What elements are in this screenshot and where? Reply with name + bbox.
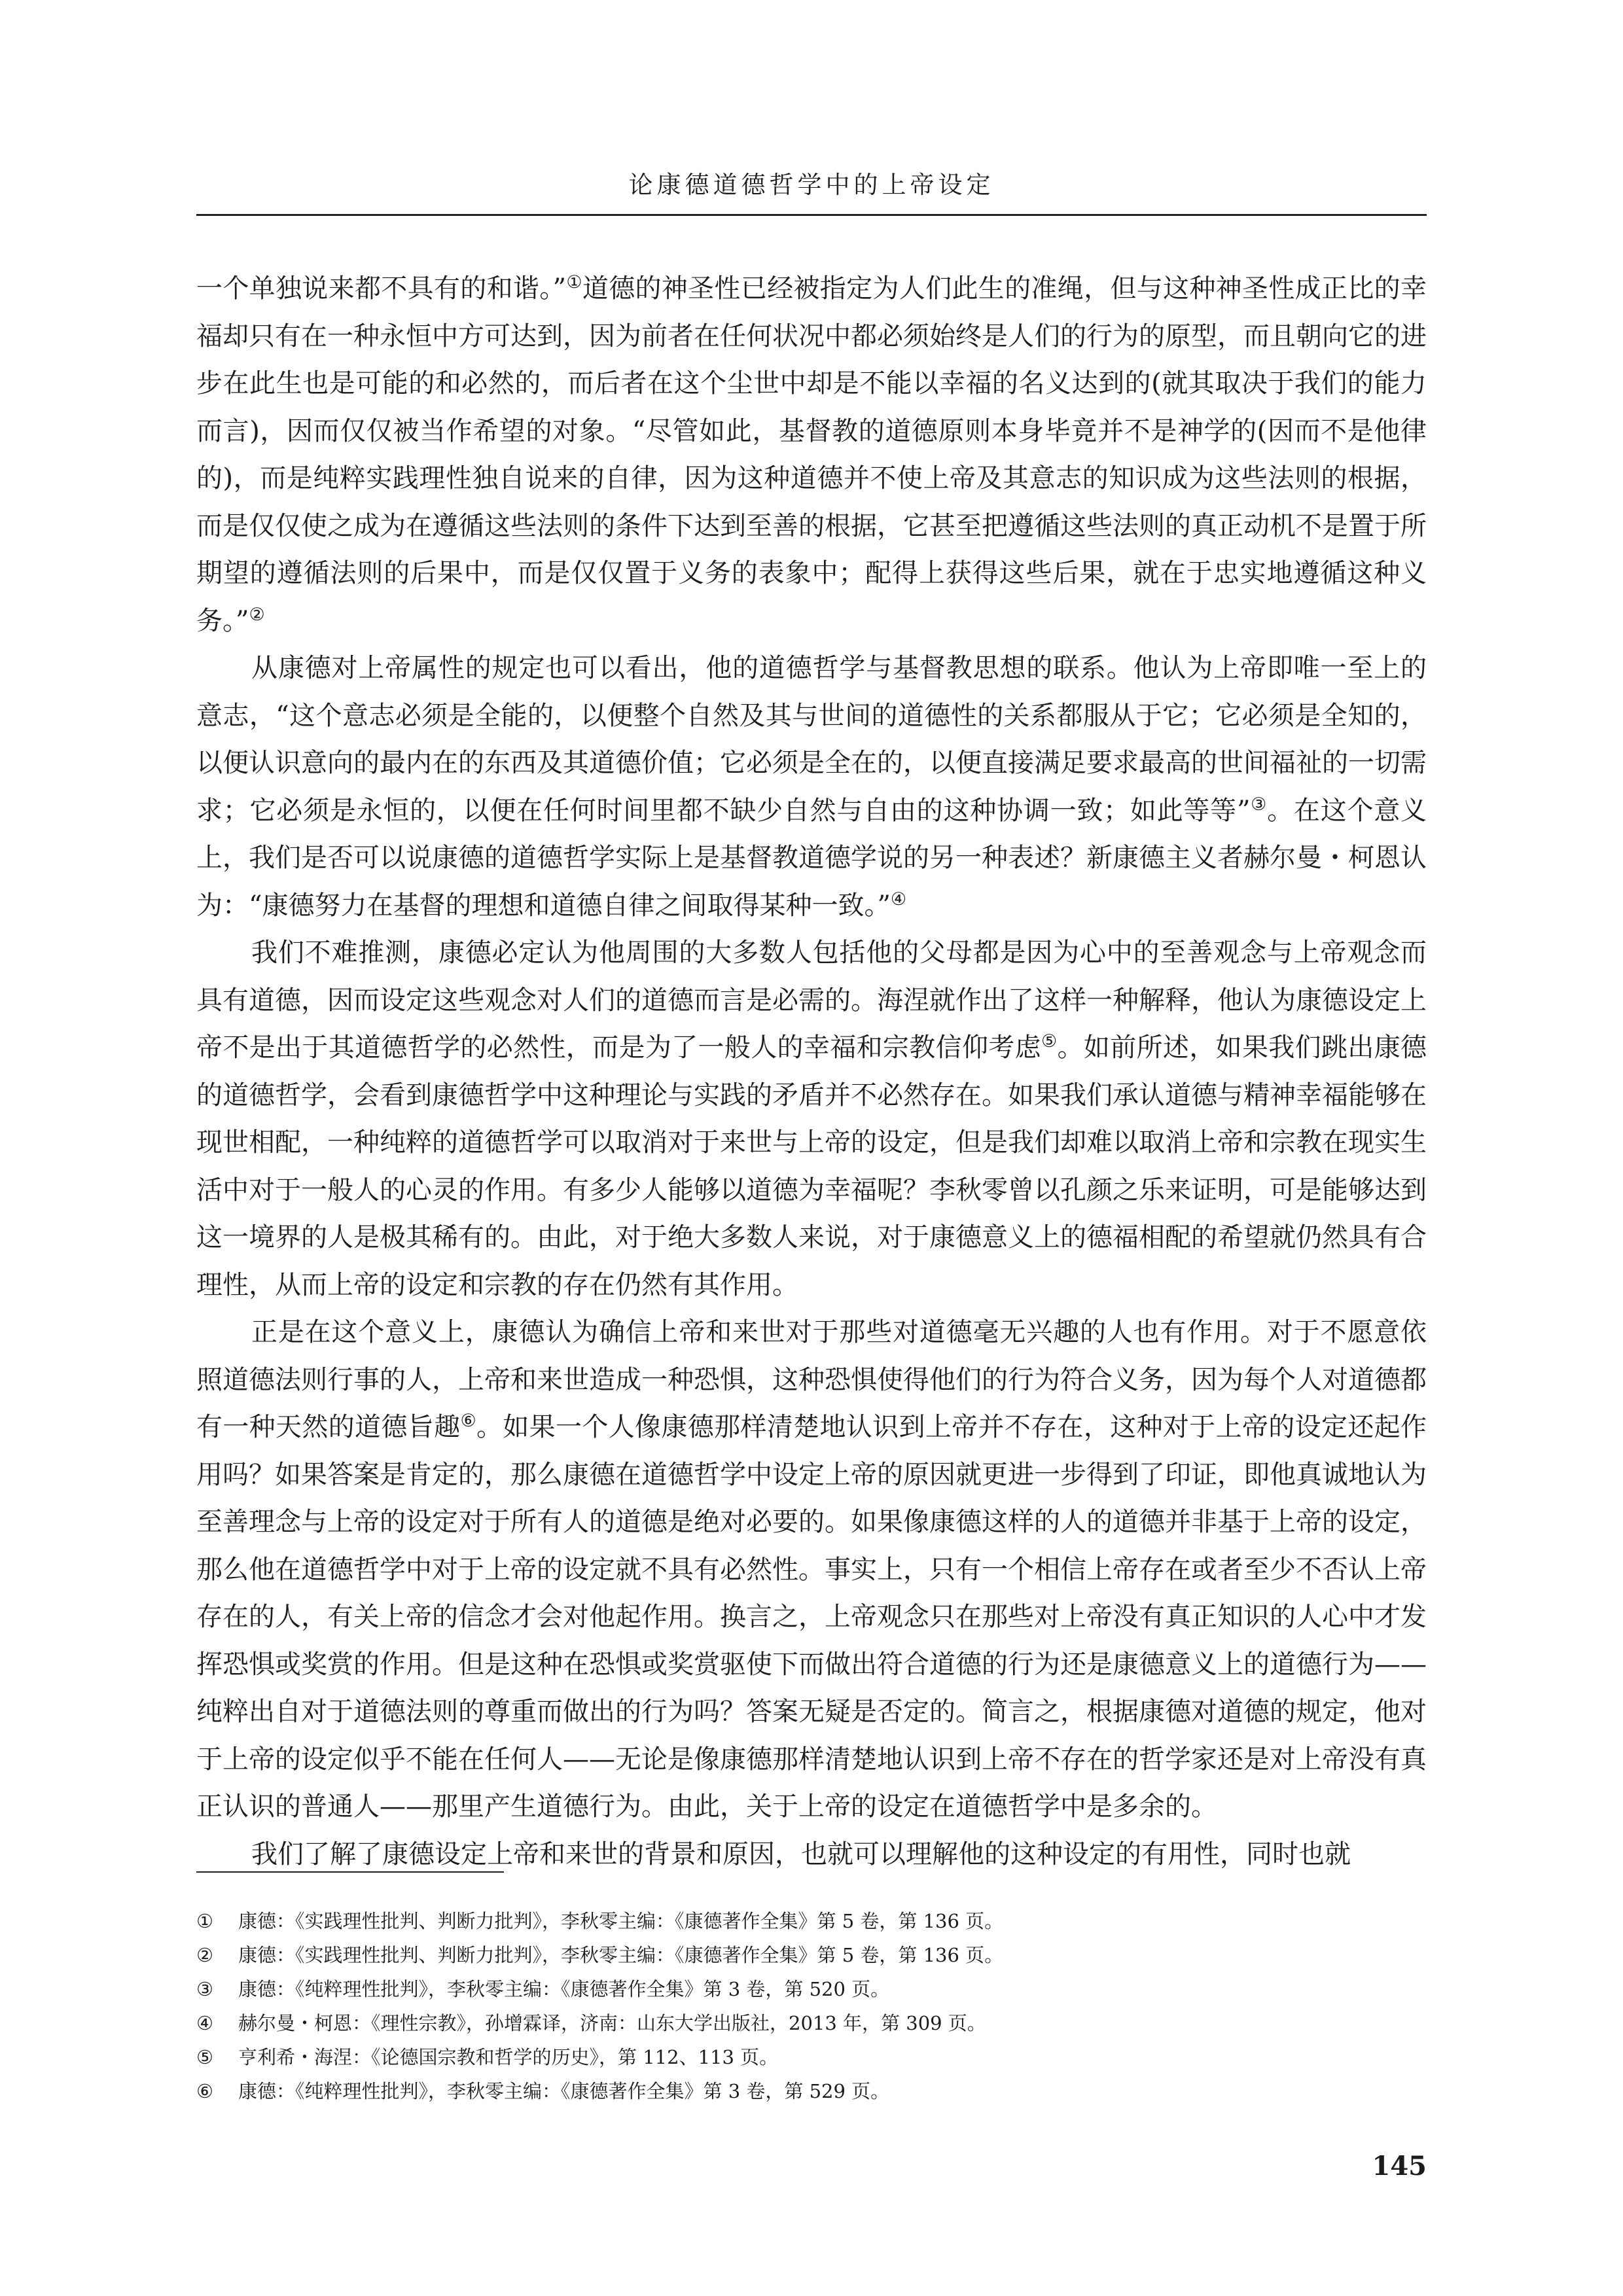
- paragraph-2-text-a: 从康德对上帝属性的规定也可以看出，他的道德哲学与基督教思想的联系。他认为上帝即唯一至上的意志，“这个意志必须是全能的，以便整个自然及其与世间的道德性的关系都服从于它；它必须是全知的，以便认识意向的最内在的东西及其道德价值；它必须是全在的，以便直接满足要求最高的世间福祉的一切需求；它必须是永恒的，以便在任何时间里都不缺少自然与自由的这种协调一致；如此等等”: [196, 653, 1427, 826]
- page-number: 145: [1372, 2151, 1427, 2181]
- footnote-mark: ②: [196, 1944, 213, 1966]
- paragraph-1-text-b: 道德的神圣性已经被指定为人们此生的准绳，但与这种神圣性成正比的幸福却只有在一种永恒中方可达到，因为前者在任何状况中都必须始终是人们的行为的原型，而且朝向它的进步在此生也是可能的和必然的，而后者在这个尘世中却是不能以幸福的名义达到的(就其取决于我们的能力而言)，因而仅仅被当作希望的对象。“尽管如此，基督教的道德原则本身毕竟并不是神学的(因而不是他律的)，而是纯粹实践理性独自说来的自律，因为这种道德并不使上帝及其意志的知识成为这些法则的根据，而是仅仅使之成为在遵循这些法则的条件下达到至善的根据，它甚至把遵循这些法则的真正动机不是置于所期望的遵循法则的后果中，而是仅仅置于义务的表象中；配得上获得这些后果，就在于忠实地遵循这种义务。”: [196, 274, 1427, 636]
- footnote-5: [196, 2040, 1427, 2074]
- footnote-text: 亨利希・海涅：《论德国宗教和哲学的历史》，第 112、113 页。: [238, 2046, 779, 2068]
- paragraph-3-text-b: 。如前所述，如果我们跳出康德的道德哲学，会看到康德哲学中这种理论与实践的矛盾并不必然存在。如果我们承认道德与精神幸福能够在现世相配，一种纯粹的道德哲学可以取消对于来世与上帝的设定，但是我们却难以取消上帝和宗教在现实生活中对于一般人的心灵的作用。有多少人能够以道德为幸福呢？李秋零曾以孔颜之乐来证明，可是能够达到这一境界的人是极其稀有的。由此，对于绝大多数人来说，对于康德意义上的德福相配的希望就仍然具有合理性，从而上帝的设定和宗教的存在仍然有其作用。: [196, 1033, 1427, 1300]
- footnote-mark: ④: [196, 2012, 213, 2034]
- footnote-text: 赫尔曼・柯恩：《理性宗教》，孙增霖译，济南：山东大学出版社，2013 年，第 309 页。: [238, 2012, 986, 2034]
- footnote-text: 康德：《纯粹理性批判》，李秋零主编：《康德著作全集》第 3 卷，第 520 页。: [238, 1978, 890, 2000]
- footnote-ref-6[interactable]: ⑥: [460, 1411, 476, 1431]
- footnote-mark: ③: [196, 1978, 213, 2000]
- paragraph-4: [196, 1309, 1427, 1831]
- footnote-text: 康德：《纯粹理性批判》，李秋零主编：《康德著作全集》第 3 卷，第 529 页。: [238, 2080, 890, 2102]
- footnote-text: 康德：《实践理性批判、判断力批判》，李秋零主编：《康德著作全集》第 5 卷，第 136 页。: [238, 1910, 1004, 1932]
- footnote-2: [196, 1938, 1427, 1972]
- body-text: [196, 265, 1427, 1878]
- footnote-4: [196, 2006, 1427, 2040]
- footnote-separator: [196, 1871, 504, 1873]
- footnote-mark: ⑥: [196, 2080, 213, 2102]
- footnotes: [196, 1904, 1427, 2108]
- footnote-ref-1[interactable]: ①: [566, 272, 582, 292]
- paragraph-1-text-a: 一个单独说来都不具有的和谐。”: [196, 274, 567, 304]
- footnote-mark: ①: [196, 1910, 213, 1932]
- footnote-1: [196, 1904, 1427, 1938]
- header-rule: [196, 214, 1427, 216]
- paragraph-2-text-b: 。在这个意义上，我们是否可以说康德的道德哲学实际上是基督教道德学说的另一种表述？新康德主义者赫尔曼・柯恩认为：“康德努力在基督的理想和道德自律之间取得某种一致。”: [196, 795, 1427, 921]
- paragraph-3: [196, 929, 1427, 1309]
- footnote-ref-5[interactable]: ⑤: [1041, 1031, 1058, 1051]
- footnote-6: [196, 2074, 1427, 2108]
- footnote-ref-2[interactable]: ②: [249, 604, 265, 625]
- footnote-3: [196, 1972, 1427, 2006]
- footnote-ref-3[interactable]: ③: [1250, 794, 1268, 815]
- paragraph-5-text-a: 我们了解了康德设定上帝和来世的背景和原因，也就可以理解他的这种设定的有用性，同时也就: [251, 1839, 1351, 1869]
- paragraph-1: [196, 265, 1427, 645]
- paragraph-3-text-a: 我们不难推测，康德必定认为他周围的大多数人包括他的父母都是因为心中的至善观念与上帝观念而具有道德，因而设定这些观念对人们的道德而言是必需的。海涅就作出了这样一种解释，他认为康德设定上帝不是出于其道德哲学的必然性，而是为了一般人的幸福和宗教信仰考虑: [196, 938, 1427, 1063]
- footnote-ref-4[interactable]: ④: [890, 889, 907, 910]
- footnote-mark: ⑤: [196, 2046, 213, 2068]
- running-head: 论康德道德哲学中的上帝设定: [628, 171, 995, 199]
- paragraph-2: [196, 645, 1427, 929]
- paragraph-4-text-a: 正是在这个意义上，康德认为确信上帝和来世对于那些对道德毫无兴趣的人也有作用。对于不愿意依照道德法则行事的人，上帝和来世造成一种恐惧，这种恐惧使得他们的行为符合义务，因为每个人对道德都有一种天然的道德旨趣: [196, 1317, 1427, 1442]
- footnote-text: 康德：《实践理性批判、判断力批判》，李秋零主编：《康德著作全集》第 5 卷，第 136 页。: [238, 1944, 1004, 1966]
- paragraph-4-text-b: 。如果一个人像康德那样清楚地认识到上帝并不存在，这种对于上帝的设定还起作用吗？如果答案是肯定的，那么康德在道德哲学中设定上帝的原因就更进一步得到了印证，即他真诚地认为至善理念与上帝的设定对于所有人的道德是绝对必要的。如果像康德这样的人的道德并非基于上帝的设定，那么他在道德哲学中对于上帝的设定就不具有必然性。事实上，只有一个相信上帝存在或者至少不否认上帝存在的人，有关上帝的信念才会对他起作用。换言之，上帝观念只在那些对上帝没有真正知识的人心中才发挥恐惧或奖赏的作用。但是这种在恐惧或奖赏驱使下而做出符合道德的行为还是康德意义上的道德行为——纯粹出自对于道德法则的尊重而做出的行为吗？答案无疑是否定的。简言之，根据康德对道德的规定，他对于上帝的设定似乎不能在任何人——无论是像康德那样清楚地认识到上帝不存在的哲学家还是对上帝没有真正认识的普通人——那里产生道德行为。由此，关于上帝的设定在道德哲学中是多余的。: [196, 1412, 1427, 1822]
